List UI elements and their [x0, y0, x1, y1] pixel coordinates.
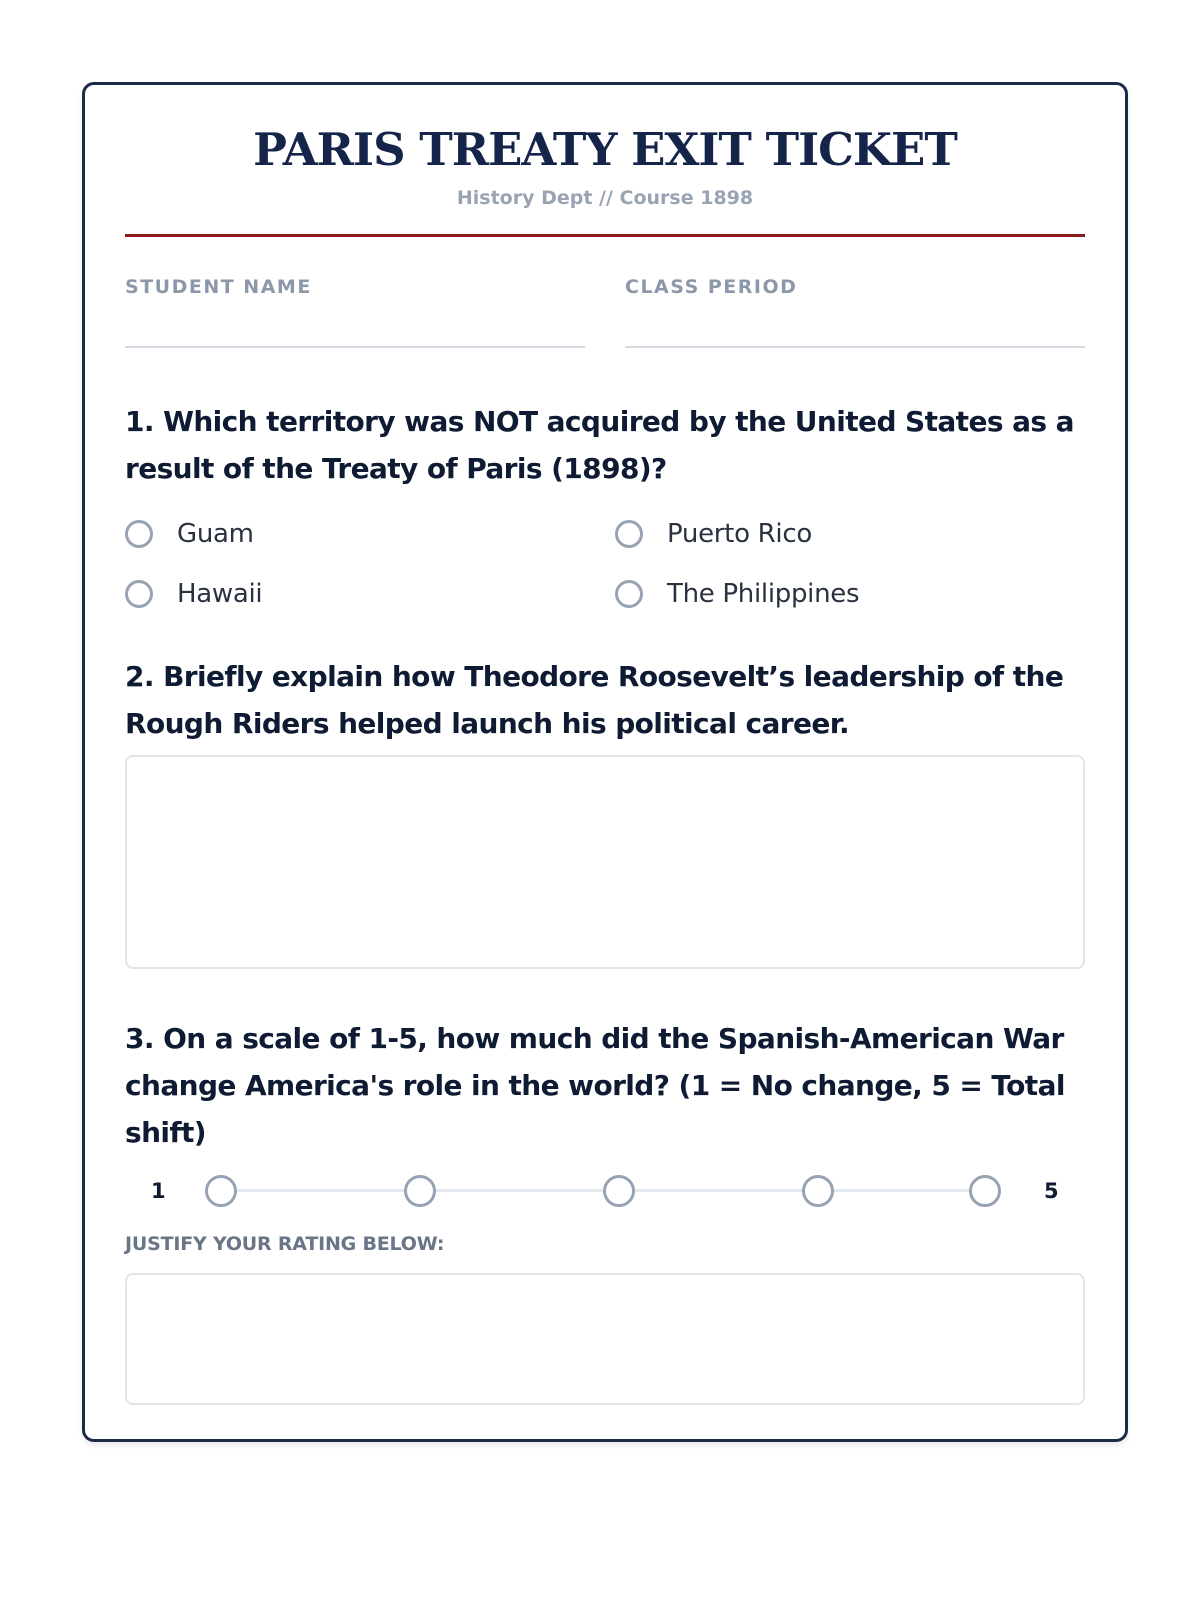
class-period-label: CLASS PERIOD [625, 276, 798, 298]
page-subtitle: History Dept // Course 1898 [456, 187, 754, 209]
option-puerto-rico[interactable] [615, 516, 812, 552]
option-hawaii[interactable] [125, 576, 262, 612]
option-puerto-rico-label: Puerto Rico [667, 519, 812, 549]
option-philippines[interactable] [615, 576, 859, 612]
class-period-field[interactable] [625, 278, 1085, 297]
scale-point-5[interactable] [969, 1175, 1001, 1207]
option-philippines-label: The Philippines [667, 579, 860, 609]
question-2-prompt: 2. Briefly explain how Theodore Roosevelt’s leadership of the Rough Riders helped launch his political career. [125, 660, 1064, 740]
student-name-label: STUDENT NAME [125, 276, 312, 298]
exit-ticket-card [82, 82, 1128, 1442]
scale-point-2[interactable] [404, 1175, 436, 1207]
student-name-input-line[interactable] [125, 346, 585, 348]
page-title: PARIS TREATY EXIT TICKET [253, 123, 957, 176]
option-guam-label: Guam [177, 519, 254, 549]
radio-philippines[interactable] [615, 580, 643, 608]
scale-min-label: 1 [151, 1179, 166, 1203]
scale-point-1[interactable] [205, 1175, 237, 1207]
option-guam[interactable] [125, 516, 254, 552]
scale-point-3[interactable] [603, 1175, 635, 1207]
justify-rating-textarea[interactable] [125, 1273, 1085, 1405]
scale-point-4[interactable] [802, 1175, 834, 1207]
question-3-prompt: 3. On a scale of 1-5, how much did the Spanish-American War change America's role in the world? (1 = No change, 5 = Total shift) [125, 1022, 1065, 1149]
justify-rating-label: JUSTIFY YOUR RATING BELOW: [125, 1233, 445, 1255]
scale-track [219, 1189, 984, 1192]
class-period-input-line[interactable] [625, 346, 1085, 348]
rating-scale [125, 1170, 1085, 1210]
option-hawaii-label: Hawaii [177, 579, 263, 609]
radio-guam[interactable] [125, 520, 153, 548]
title-divider [125, 234, 1085, 237]
question-1-prompt: 1. Which territory was NOT acquired by the United States as a result of the Treaty of Paris (1898)? [125, 405, 1074, 485]
radio-hawaii[interactable] [125, 580, 153, 608]
radio-puerto-rico[interactable] [615, 520, 643, 548]
scale-max-label: 5 [1044, 1179, 1059, 1203]
student-name-field[interactable] [125, 278, 585, 297]
question-2-answer-textarea[interactable] [125, 755, 1085, 969]
card-content [125, 85, 1085, 1439]
